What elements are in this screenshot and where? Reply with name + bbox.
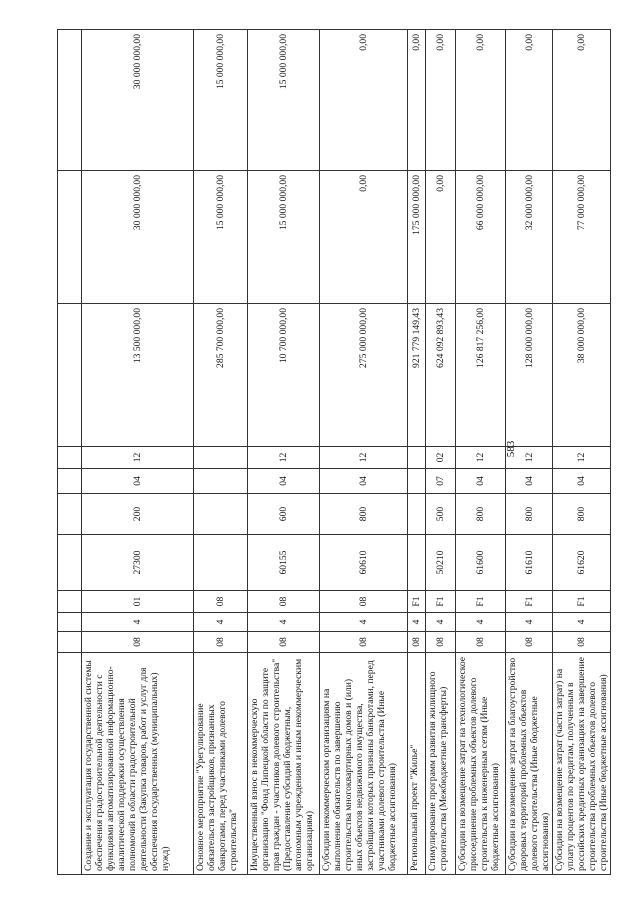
amount-year-3: 15 000 000,00 (194, 30, 248, 171)
code-subsection-1: 04 (82, 469, 194, 494)
amount-year-3: 30 000 000,00 (82, 30, 194, 171)
header-cell-3 (58, 613, 82, 632)
row-name: Основное мероприятие "Урегулирование обязательств застройщиков, признанных банкротами, перед участниками долевого строительства" (194, 653, 248, 875)
amount-year-1: 624 092 893,43 (426, 304, 456, 447)
code-expense-type: 800 (506, 494, 553, 535)
code-activity: 08 (320, 591, 408, 613)
code-subsection-1: 04 (506, 469, 553, 494)
code-subsection-1 (408, 469, 426, 494)
table-row (82, 30, 194, 875)
header-cell-8 (58, 447, 82, 469)
code-section: 08 (82, 632, 194, 653)
amount-year-3: 0,00 (553, 30, 611, 171)
amount-year-3: 0,00 (320, 30, 408, 171)
code-section: 08 (426, 632, 456, 653)
code-subsection-1: 04 (248, 469, 320, 494)
code-direction (408, 535, 426, 591)
code-subprogram: 4 (82, 613, 194, 632)
amount-year-2: 0,00 (426, 171, 456, 304)
code-subsection-2: 12 (82, 447, 194, 469)
code-subsection-1 (194, 469, 248, 494)
code-section: 08 (194, 632, 248, 653)
code-direction: 50210 (426, 535, 456, 591)
header-cell-7 (58, 469, 82, 494)
code-subprogram: 4 (248, 613, 320, 632)
table-row (320, 30, 408, 875)
code-direction: 27300 (82, 535, 194, 591)
code-subsection-2: 12 (506, 447, 553, 469)
code-section: 08 (506, 632, 553, 653)
row-name: Субсидии на возмещение затрат (части затрат) на уплату процентов по кредитам, полученным в российских кредитных организациях на завершение строительства проблемных объектов долевого строительства (Иные бюджетные ассигнования) (553, 653, 611, 875)
amount-year-3: 15 000 000,00 (248, 30, 320, 171)
row-name: Создание и эксплуатация государственной системы обеспечения градостроительной деятельности с функциями автоматизированной информационно-аналитической поддержки осуществления полномочий в области градостроительной деятельности (Закупка товаров, работ и услуг для обеспечения государственных (муниципальных) нужд) (82, 653, 194, 875)
row-name: Имущественный взнос в некоммерческую организацию "Фонд Липецкой области по защите прав граждан - участников долевого строительства" (Предоставление субсидий бюджетным, автономным учреждениям и иным некоммерческим организациям) (248, 653, 320, 875)
code-activity: F1 (456, 591, 506, 613)
code-subprogram: 4 (456, 613, 506, 632)
header-cell-9 (58, 304, 82, 447)
code-subsection-2: 12 (553, 447, 611, 469)
code-direction: 60610 (320, 535, 408, 591)
code-expense-type (194, 494, 248, 535)
header-cell-2 (58, 632, 82, 653)
code-activity: 01 (82, 591, 194, 613)
code-activity: F1 (506, 591, 553, 613)
amount-year-2: 77 000 000,00 (553, 171, 611, 304)
code-direction: 61620 (553, 535, 611, 591)
code-activity: F1 (408, 591, 426, 613)
table-row (408, 30, 426, 875)
table-row (506, 30, 553, 875)
table-row (248, 30, 320, 875)
amount-year-2: 0,00 (320, 171, 408, 304)
code-subprogram: 4 (506, 613, 553, 632)
code-subsection-2: 02 (426, 447, 456, 469)
amount-year-1: 10 700 000,00 (248, 304, 320, 447)
code-subsection-2 (194, 447, 248, 469)
code-section: 08 (248, 632, 320, 653)
page-number: 583 (505, 440, 517, 458)
budget-table (57, 29, 611, 875)
code-subprogram: 4 (426, 613, 456, 632)
table-row (426, 30, 456, 875)
code-expense-type: 600 (248, 494, 320, 535)
amount-year-3: 0,00 (426, 30, 456, 171)
code-activity: F1 (426, 591, 456, 613)
code-expense-type: 500 (426, 494, 456, 535)
code-direction: 61600 (456, 535, 506, 591)
amount-year-2: 175 000 000,00 (408, 171, 426, 304)
code-direction: 60155 (248, 535, 320, 591)
code-subsection-2: 12 (456, 447, 506, 469)
code-subsection-2 (408, 447, 426, 469)
code-activity: 08 (194, 591, 248, 613)
rotated-table-container (57, 30, 610, 875)
amount-year-2: 32 000 000,00 (506, 171, 553, 304)
amount-year-1: 285 700 000,00 (194, 304, 248, 447)
amount-year-1: 128 000 000,00 (506, 304, 553, 447)
code-subprogram: 4 (408, 613, 426, 632)
code-subsection-1: 04 (320, 469, 408, 494)
code-direction: 61610 (506, 535, 553, 591)
code-expense-type: 200 (82, 494, 194, 535)
amount-year-1: 921 779 149,43 (408, 304, 426, 447)
row-name: Региональный проект "Жилье" (408, 653, 426, 875)
amount-year-1: 38 000 000,00 (553, 304, 611, 447)
code-subsection-1: 04 (456, 469, 506, 494)
code-subsection-2: 12 (320, 447, 408, 469)
row-name: Субсидии на возмещение затрат на благоустройство дворовых территорий проблемных объектов долевого строительства (Иные бюджетные ассигнования) (506, 653, 553, 875)
code-expense-type: 800 (553, 494, 611, 535)
table-body (58, 30, 611, 875)
table-row (194, 30, 248, 875)
document-area (57, 30, 610, 875)
code-section: 08 (456, 632, 506, 653)
code-expense-type: 800 (320, 494, 408, 535)
code-expense-type (408, 494, 426, 535)
amount-year-1: 126 817 256,00 (456, 304, 506, 447)
code-section: 08 (408, 632, 426, 653)
amount-year-3: 0,00 (408, 30, 426, 171)
code-activity: F1 (553, 591, 611, 613)
amount-year-3: 0,00 (456, 30, 506, 171)
header-cell-6 (58, 494, 82, 535)
code-section: 08 (553, 632, 611, 653)
amount-year-2: 15 000 000,00 (194, 171, 248, 304)
code-subprogram: 4 (194, 613, 248, 632)
code-direction (194, 535, 248, 591)
amount-year-2: 30 000 000,00 (82, 171, 194, 304)
header-cell-4 (58, 591, 82, 613)
table-row (553, 30, 611, 875)
amount-year-1: 275 000 000,00 (320, 304, 408, 447)
code-section: 08 (320, 632, 408, 653)
code-subsection-1: 04 (553, 469, 611, 494)
code-subprogram: 4 (553, 613, 611, 632)
code-expense-type: 800 (456, 494, 506, 535)
row-name: Стимулирование программ развития жилищного строительства (Межбюджетные трансферты) (426, 653, 456, 875)
table-header-row (58, 30, 82, 875)
amount-year-1: 13 500 000,00 (82, 304, 194, 447)
amount-year-2: 66 000 000,00 (456, 171, 506, 304)
header-cell-11 (58, 30, 82, 171)
code-subsection-2: 12 (248, 447, 320, 469)
header-cell-1 (58, 653, 82, 875)
header-cell-5 (58, 535, 82, 591)
code-subsection-1: 07 (426, 469, 456, 494)
amount-year-3: 0,00 (506, 30, 553, 171)
header-cell-10 (58, 171, 82, 304)
row-name: Субсидии некоммерческим организациям на выполнение обязательств по завершению строительства многоквартирных домов и (или) иных объектов недвижимого имущества, застройщики которых признаны банкротами, перед участниками долевого строительства (Иные бюджетные ассигнования) (320, 653, 408, 875)
code-subprogram: 4 (320, 613, 408, 632)
table-row (456, 30, 506, 875)
amount-year-2: 15 000 000,00 (248, 171, 320, 304)
row-name: Субсидии на возмещение затрат на технологическое присоединение проблемных объектов долевого строительства к инженерным сетям (Иные бюджетные ассигнования) (456, 653, 506, 875)
code-activity: 08 (248, 591, 320, 613)
